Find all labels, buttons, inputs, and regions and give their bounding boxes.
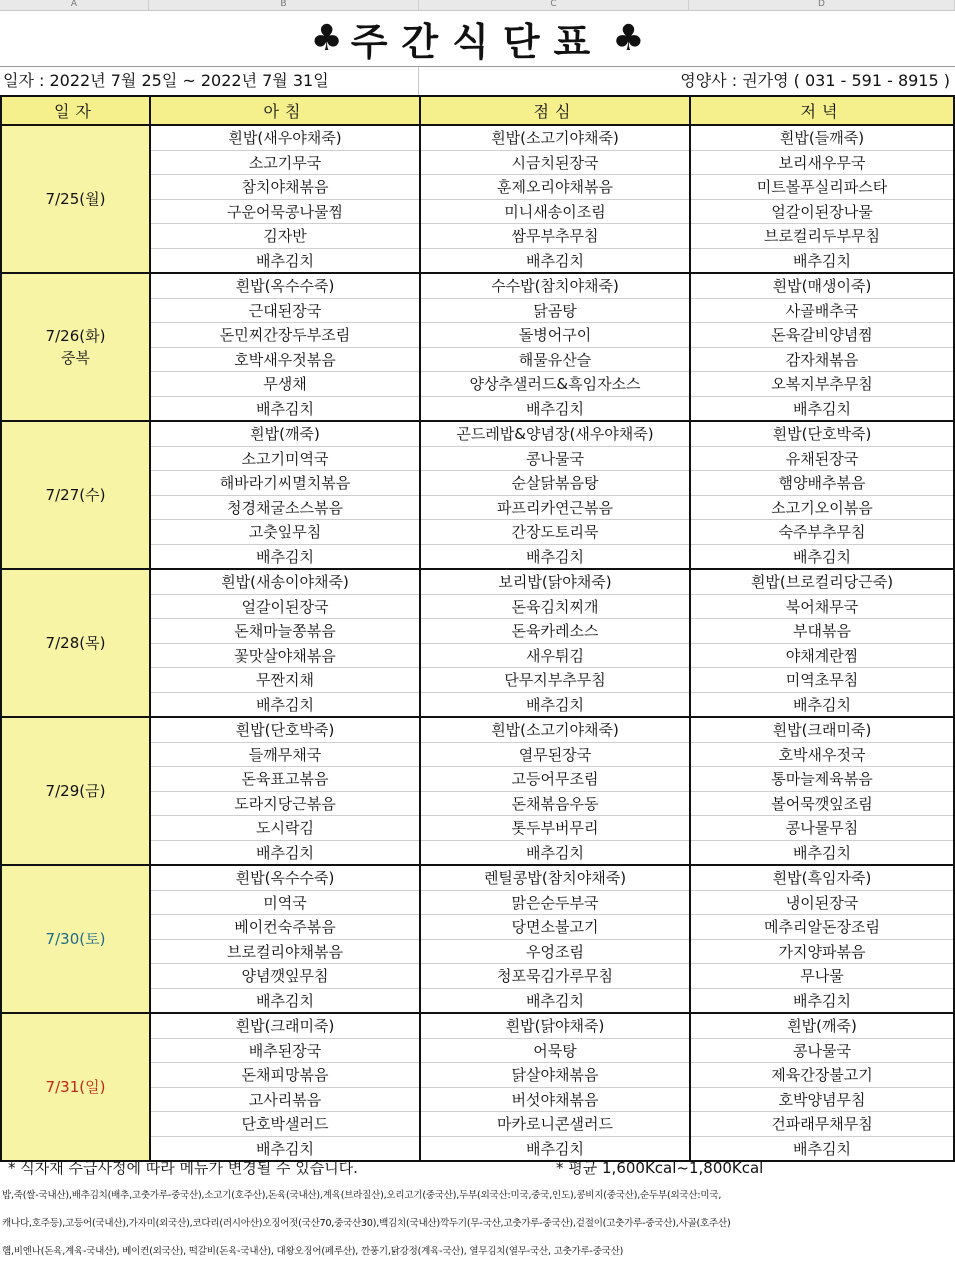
lunch-item: 배추김치 bbox=[420, 840, 690, 865]
table-row bbox=[1, 1013, 954, 1038]
dinner-item: 가지양파볶음 bbox=[690, 939, 954, 964]
breakfast-item: 꽃맛살야채볶음 bbox=[150, 643, 420, 668]
dinner-item: 배추김치 bbox=[690, 692, 954, 717]
lunch-item: 해물유산슬 bbox=[420, 347, 690, 372]
lunch-item: 닭살야채볶음 bbox=[420, 1063, 690, 1088]
dinner-item: 미역초무침 bbox=[690, 668, 954, 693]
breakfast-item: 무짠지채 bbox=[150, 668, 420, 693]
origin-line: 밥,죽(쌀-국내산),배추김치(배추,고춧가루-중국산),소고기(호주산),돈육(국내산),계육(브라질산),오리고기(중국산),두부(외국산:미국,중국,인도),콩비지(중국산),순두부(외국산:미국, bbox=[2, 1190, 722, 1201]
lunch-item: 양상추샐러드&흑임자소스 bbox=[420, 372, 690, 397]
dinner-item: 콩나물국 bbox=[690, 1038, 954, 1063]
breakfast-item: 배추김치 bbox=[150, 1136, 420, 1161]
lunch-item: 맑은순두부국 bbox=[420, 890, 690, 915]
breakfast-item: 고춧잎무침 bbox=[150, 520, 420, 545]
column-b-label: B bbox=[149, 0, 419, 10]
dinner-item: 무나물 bbox=[690, 964, 954, 989]
lunch-item: 쌈무부추무침 bbox=[420, 224, 690, 249]
lunch-item: 어묵탕 bbox=[420, 1038, 690, 1063]
table-row bbox=[1, 273, 954, 298]
club-icon: ♣ bbox=[310, 17, 343, 59]
breakfast-item: 참치야채볶음 bbox=[150, 175, 420, 200]
dinner-item: 흰밥(흑임자죽) bbox=[690, 865, 954, 890]
origin-line: 캐나다,호주등),고등어(국내산),가자미(외국산),코다리(러시아산)오징어젓(국산70,중국산30),백김치(국내산)깍두기(무-국산,고춧가루-중국산),겉절이(고춧가루-중국산),사골(호주산) bbox=[2, 1218, 731, 1229]
breakfast-item: 소고기무국 bbox=[150, 150, 420, 175]
lunch-item: 돌병어구이 bbox=[420, 323, 690, 348]
breakfast-item: 브로컬리야채볶음 bbox=[150, 939, 420, 964]
dinner-item: 숙주부추무침 bbox=[690, 520, 954, 545]
footer-notes bbox=[0, 1155, 955, 1182]
dinner-item: 호박양념무침 bbox=[690, 1087, 954, 1112]
lunch-item: 콩나물국 bbox=[420, 446, 690, 471]
title-text: 주간식단표 bbox=[350, 19, 605, 64]
day-cell bbox=[1, 421, 150, 569]
table-row bbox=[1, 421, 954, 446]
calorie-note: * 평균 1,600Kcal~1,800Kcal bbox=[556, 1159, 764, 1177]
dinner-item: 사골배추국 bbox=[690, 298, 954, 323]
info-bar bbox=[0, 66, 955, 95]
lunch-item: 흰밥(닭야채죽) bbox=[420, 1013, 690, 1038]
breakfast-item: 도시락김 bbox=[150, 816, 420, 841]
breakfast-item: 흰밥(옥수수죽) bbox=[150, 273, 420, 298]
lunch-item: 고등어무조림 bbox=[420, 767, 690, 792]
breakfast-item: 흰밥(단호박죽) bbox=[150, 717, 420, 742]
lunch-item: 곤드레밥&양념장(새우야채죽) bbox=[420, 421, 690, 446]
breakfast-item: 돈민찌간장두부조림 bbox=[150, 323, 420, 348]
breakfast-item: 김자반 bbox=[150, 224, 420, 249]
dinner-item: 미트볼푸실리파스타 bbox=[690, 175, 954, 200]
dinner-item: 보리새우무국 bbox=[690, 150, 954, 175]
breakfast-item: 흰밥(깨죽) bbox=[150, 421, 420, 446]
table-row bbox=[1, 865, 954, 890]
header-row bbox=[1, 96, 954, 125]
column-a-label: A bbox=[0, 0, 149, 10]
header-lunch: 점심 bbox=[420, 96, 690, 125]
breakfast-item: 배추김치 bbox=[150, 840, 420, 865]
lunch-item: 훈제오리야채볶음 bbox=[420, 175, 690, 200]
breakfast-item: 배추김치 bbox=[150, 988, 420, 1013]
lunch-item: 청포묵김가루무침 bbox=[420, 964, 690, 989]
lunch-item: 새우튀김 bbox=[420, 643, 690, 668]
breakfast-item: 근대된장국 bbox=[150, 298, 420, 323]
breakfast-item: 해바라기씨멸치볶음 bbox=[150, 471, 420, 496]
lunch-item: 간장도토리묵 bbox=[420, 520, 690, 545]
breakfast-item: 배추김치 bbox=[150, 248, 420, 273]
header-dinner: 저녁 bbox=[690, 96, 954, 125]
divider bbox=[418, 67, 419, 96]
dinner-item: 오복지부추무침 bbox=[690, 372, 954, 397]
lunch-item: 마카로니콘샐러드 bbox=[420, 1112, 690, 1137]
lunch-item: 시금치된장국 bbox=[420, 150, 690, 175]
day-note: 중복 bbox=[61, 349, 90, 367]
breakfast-item: 배추김치 bbox=[150, 396, 420, 421]
lunch-item: 당면소불고기 bbox=[420, 915, 690, 940]
dinner-item: 흰밥(크래미죽) bbox=[690, 717, 954, 742]
footer bbox=[0, 1155, 955, 1266]
lunch-item: 톳두부버무리 bbox=[420, 816, 690, 841]
lunch-item: 돈채볶음우동 bbox=[420, 791, 690, 816]
dinner-item: 얼갈이된장나물 bbox=[690, 199, 954, 224]
dinner-item: 소고기오이볶음 bbox=[690, 495, 954, 520]
menu-change-note: * 식자재 수급사정에 따라 메뉴가 변경될 수 있습니다. bbox=[8, 1159, 358, 1177]
lunch-item: 열무된장국 bbox=[420, 742, 690, 767]
dinner-item: 흰밥(들깨죽) bbox=[690, 125, 954, 150]
breakfast-item: 호박새우젓볶음 bbox=[150, 347, 420, 372]
dinner-item: 콩나물무침 bbox=[690, 816, 954, 841]
dinner-item: 제육간장불고기 bbox=[690, 1063, 954, 1088]
dinner-item: 배추김치 bbox=[690, 248, 954, 273]
breakfast-item: 도라지당근볶음 bbox=[150, 791, 420, 816]
day-cell bbox=[1, 1013, 150, 1161]
origin-line: 햄,비엔나(돈육,계육-국내산), 베이컨(외국산), 떡갈비(돈육-국내산), 대왕오징어(페루산), 깐풍기,닭강정(계육-국산), 열무김치(열무-국산, 고춧가루-중국산) bbox=[2, 1246, 624, 1257]
lunch-item: 파프리카연근볶음 bbox=[420, 495, 690, 520]
lunch-item: 흰밥(소고기야채죽) bbox=[420, 717, 690, 742]
breakfast-item: 무생채 bbox=[150, 372, 420, 397]
dinner-item: 호박새우젓국 bbox=[690, 742, 954, 767]
lunch-item: 배추김치 bbox=[420, 396, 690, 421]
lunch-item: 닭곰탕 bbox=[420, 298, 690, 323]
breakfast-item: 들깨무채국 bbox=[150, 742, 420, 767]
column-c-label: C bbox=[419, 0, 689, 10]
day-label: 7/31(일) bbox=[45, 1078, 106, 1096]
lunch-item: 돈육카레소스 bbox=[420, 619, 690, 644]
lunch-item: 단무지부추무침 bbox=[420, 668, 690, 693]
breakfast-item: 돈육표고볶음 bbox=[150, 767, 420, 792]
breakfast-item: 소고기미역국 bbox=[150, 446, 420, 471]
lunch-item: 배추김치 bbox=[420, 544, 690, 569]
dinner-item: 흰밥(단호박죽) bbox=[690, 421, 954, 446]
breakfast-item: 고사리볶음 bbox=[150, 1087, 420, 1112]
period-text: 일자 : 2022년 7월 25일 ~ 2022년 7월 31일 bbox=[3, 71, 329, 90]
dinner-item: 배추김치 bbox=[690, 396, 954, 421]
dinner-item: 흰밥(매생이죽) bbox=[690, 273, 954, 298]
breakfast-item: 흰밥(크래미죽) bbox=[150, 1013, 420, 1038]
dinner-item: 브로컬리두부무침 bbox=[690, 224, 954, 249]
breakfast-item: 흰밥(새송이야채죽) bbox=[150, 569, 420, 594]
dinner-item: 감자채볶음 bbox=[690, 347, 954, 372]
dinner-item: 배추김치 bbox=[690, 840, 954, 865]
dinner-item: 유채된장국 bbox=[690, 446, 954, 471]
day-label: 7/29(금) bbox=[45, 782, 106, 800]
dinner-item: 통마늘제육볶음 bbox=[690, 767, 954, 792]
day-label: 7/30(토) bbox=[45, 930, 106, 948]
page-title bbox=[0, 10, 955, 66]
header-day: 일자 bbox=[1, 96, 150, 125]
dinner-item: 배추김치 bbox=[690, 1136, 954, 1161]
dinner-item: 부대볶음 bbox=[690, 619, 954, 644]
day-label: 7/27(수) bbox=[45, 486, 106, 504]
dinner-item: 배추김치 bbox=[690, 988, 954, 1013]
breakfast-item: 베이컨숙주볶음 bbox=[150, 915, 420, 940]
dinner-item: 흰밥(브로컬리당근죽) bbox=[690, 569, 954, 594]
table-row bbox=[1, 569, 954, 594]
dinner-item: 배추김치 bbox=[690, 544, 954, 569]
breakfast-item: 청경채굴소스볶음 bbox=[150, 495, 420, 520]
lunch-item: 돈육김치찌개 bbox=[420, 594, 690, 619]
breakfast-item: 구운어묵콩나물찜 bbox=[150, 199, 420, 224]
lunch-item: 배추김치 bbox=[420, 988, 690, 1013]
breakfast-item: 돈채마늘쫑볶음 bbox=[150, 619, 420, 644]
dinner-item: 흰밥(깨죽) bbox=[690, 1013, 954, 1038]
breakfast-item: 흰밥(옥수수죽) bbox=[150, 865, 420, 890]
dinner-item: 건파래무채무침 bbox=[690, 1112, 954, 1137]
dinner-item: 메추리알돈장조림 bbox=[690, 915, 954, 940]
lunch-item: 흰밥(소고기야채죽) bbox=[420, 125, 690, 150]
day-cell bbox=[1, 717, 150, 865]
dinner-item: 북어채무국 bbox=[690, 594, 954, 619]
breakfast-item: 미역국 bbox=[150, 890, 420, 915]
day-label: 7/26(화) bbox=[45, 327, 106, 345]
dietitian-text: 영양사 : 권가영 ( 031 - 591 - 8915 ) bbox=[680, 71, 950, 90]
breakfast-item: 배추된장국 bbox=[150, 1038, 420, 1063]
lunch-item: 수수밥(참치야채죽) bbox=[420, 273, 690, 298]
lunch-item: 렌틸콩밥(참치야채죽) bbox=[420, 865, 690, 890]
breakfast-item: 얼갈이된장국 bbox=[150, 594, 420, 619]
dinner-item: 야채계란찜 bbox=[690, 643, 954, 668]
breakfast-item: 돈채피망볶음 bbox=[150, 1063, 420, 1088]
breakfast-item: 배추김치 bbox=[150, 692, 420, 717]
lunch-item: 보리밥(닭야채죽) bbox=[420, 569, 690, 594]
lunch-item: 순살닭볶음탕 bbox=[420, 471, 690, 496]
lunch-item: 배추김치 bbox=[420, 692, 690, 717]
menu-table bbox=[0, 95, 955, 1162]
lunch-item: 우엉조림 bbox=[420, 939, 690, 964]
header-breakfast: 아침 bbox=[150, 96, 420, 125]
day-cell bbox=[1, 125, 150, 273]
day-cell bbox=[1, 569, 150, 717]
dinner-item: 볼어묵깻잎조림 bbox=[690, 791, 954, 816]
lunch-item: 버섯야채볶음 bbox=[420, 1087, 690, 1112]
table-row bbox=[1, 125, 954, 150]
dinner-item: 돈육갈비양념찜 bbox=[690, 323, 954, 348]
day-cell bbox=[1, 865, 150, 1013]
breakfast-item: 배추김치 bbox=[150, 544, 420, 569]
lunch-item: 배추김치 bbox=[420, 248, 690, 273]
dinner-item: 햄양배추볶음 bbox=[690, 471, 954, 496]
breakfast-item: 단호박샐러드 bbox=[150, 1112, 420, 1137]
day-cell bbox=[1, 273, 150, 421]
breakfast-item: 흰밥(새우야채죽) bbox=[150, 125, 420, 150]
lunch-item: 미니새송이조림 bbox=[420, 199, 690, 224]
day-label: 7/28(목) bbox=[45, 634, 106, 652]
dinner-item: 냉이된장국 bbox=[690, 890, 954, 915]
table-row bbox=[1, 717, 954, 742]
club-icon: ♣ bbox=[612, 17, 645, 59]
lunch-item: 배추김치 bbox=[420, 1136, 690, 1161]
breakfast-item: 양념깻잎무침 bbox=[150, 964, 420, 989]
column-d-label: D bbox=[689, 0, 955, 10]
day-label: 7/25(월) bbox=[45, 190, 106, 208]
